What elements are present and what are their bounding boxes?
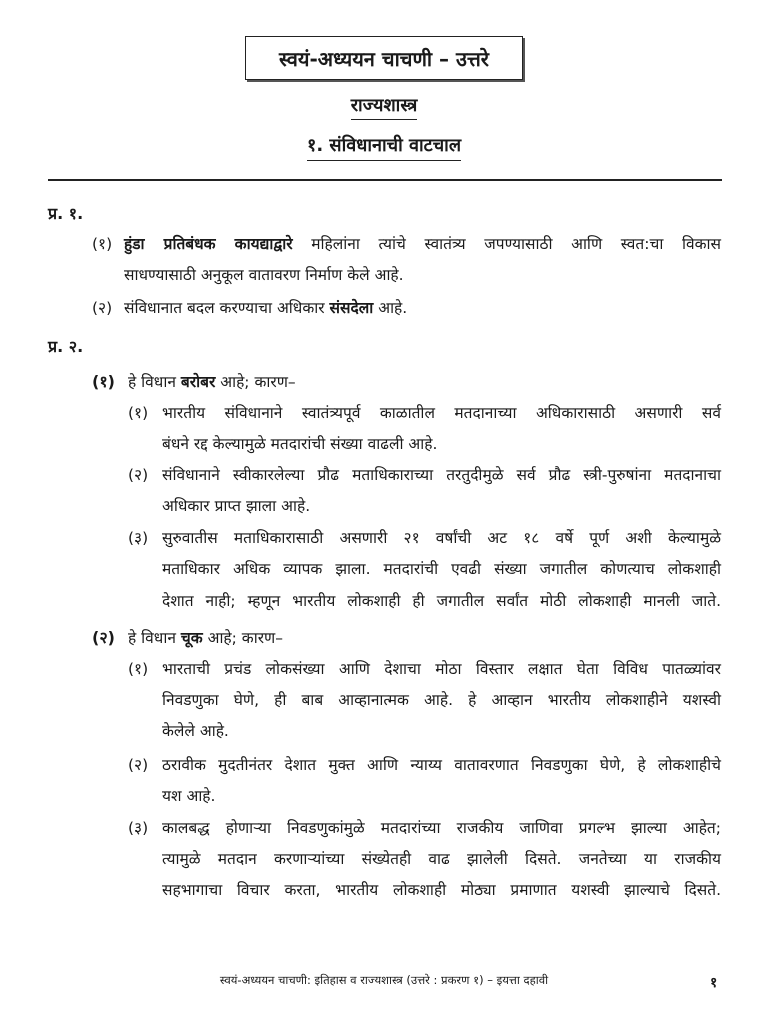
- q2-s2-reason-1-number: (१): [128, 660, 149, 678]
- divider: [48, 179, 722, 181]
- question-1-label: प्र. १.: [48, 204, 84, 223]
- q1-answer-2-number: (२): [92, 299, 113, 317]
- q2-statement-1: हे विधान बरोबर आहे; कारण–: [128, 373, 296, 391]
- q1-answer-1-keyword: हुंडा प्रतिबंधक कायद्याद्वारे: [124, 235, 293, 253]
- q2-s1-reason-2-number: (२): [128, 466, 149, 484]
- q2-statement-2-verdict: चूक: [180, 629, 203, 647]
- q2-s2-reason-1-line1: भारताची प्रचंड लोकसंख्या आणि देशाचा मोठा विस्तार लक्षात घेता विविध पातळ्यांवर: [162, 660, 721, 678]
- chapter-heading: १. संविधानाची वाटचाल: [0, 133, 768, 157]
- q2-s1-reason-1-number: (१): [128, 404, 149, 422]
- page-title-text: स्वयं-अध्ययन चाचणी – उत्तरे: [279, 46, 489, 71]
- q2-statement-2-number: (२): [92, 628, 115, 647]
- q2-s1-reason-2-line2: अधिकार प्राप्त झाला आहे.: [162, 497, 311, 515]
- page-number: १: [710, 975, 718, 991]
- q2-statement-1-verdict: बरोबर: [180, 373, 216, 391]
- q2-statement-2: हे विधान चूक आहे; कारण–: [128, 629, 284, 647]
- page-footer: स्वयं-अध्ययन चाचणी: इतिहास व राज्यशास्त्र (उत्तरे : प्रकरण १) – इयत्ता दहावी: [219, 973, 549, 987]
- subject-heading: राज्यशास्त्र: [0, 93, 768, 117]
- q1-answer-2-keyword: संसदेला: [329, 299, 374, 317]
- q2-s2-reason-3-line3: सहभागाचा विचार करता, भारतीय लोकशाही मोठ्या प्रमाणात यशस्वी झाल्याचे दिसते.: [162, 881, 721, 899]
- page-title: [245, 36, 523, 80]
- q2-s2-reason-1-line2: निवडणुका घेणे, ही बाब आव्हानात्मक आहे. हे आव्हान भारतीय लोकशाहीने यशस्वी: [162, 691, 721, 709]
- q2-s1-reason-1-line1: भारतीय संविधानाने स्वातंत्र्यपूर्व काळातील मतदानाच्या अधिकारासाठी असणारी सर्व: [162, 404, 721, 422]
- q2-s1-reason-3-line3: देशात नाही; म्हणून भारतीय लोकशाही ही जगातील सर्वांत मोठी लोकशाही मानली जाते.: [162, 592, 721, 610]
- q1-answer-1-line2: साधण्यासाठी अनुकूल वातावरण निर्माण केले आहे.: [124, 266, 404, 284]
- q2-s1-reason-3-line1: सुरुवातीस मताधिकारासाठी असणारी २१ वर्षांची अट १८ वर्षे पूर्ण अशी केल्यामुळे: [162, 529, 721, 547]
- q2-statement-1-number: (१): [92, 372, 115, 391]
- q1-answer-2: संविधानात बदल करण्याचा अधिकार संसदेला आहे.: [124, 299, 408, 317]
- q2-s1-reason-3-line2: मताधिकार अधिक व्यापक झाला. मतदारांची एवढी संख्या जगातील कोणत्याच लोकशाही: [162, 560, 721, 578]
- q2-s2-reason-2-line1: ठरावीक मुदतीनंतर देशात मुक्त आणि न्याय्य वातावरणात निवडणुका घेणे, हे लोकशाहीचे: [162, 756, 721, 774]
- q2-s2-reason-3-line1: कालबद्ध होणाऱ्या निवडणुकांमुळे मतदारांच्या राजकीय जाणिवा प्रगल्भ झाल्या आहेत;: [162, 819, 721, 837]
- q2-s2-reason-1-line3: केलेले आहे.: [162, 722, 229, 740]
- q2-s1-reason-3-number: (३): [128, 529, 149, 547]
- question-2-label: प्र. २.: [48, 337, 84, 356]
- q2-s2-reason-3-line2: त्यामुळे मतदान करणाऱ्यांच्या संख्येतही वाढ झालेली दिसते. जनतेच्या या राजकीय: [162, 850, 721, 868]
- q2-s1-reason-2-line1: संविधानाने स्वीकारलेल्या प्रौढ मताधिकाराच्या तरतुदीमुळे सर्व प्रौढ स्त्री-पुरुषांना मतदानाचा: [162, 466, 721, 484]
- q2-s2-reason-2-number: (२): [128, 756, 149, 774]
- q2-s2-reason-3-number: (३): [128, 819, 149, 837]
- q1-answer-1-line1: हुंडा प्रतिबंधक कायद्याद्वारे महिलांना त्यांचे स्वातंत्र्य जपण्यासाठी आणि स्वत:चा विकास: [124, 235, 721, 253]
- q1-answer-1-number: (१): [92, 235, 113, 253]
- q2-s1-reason-1-line2: बंधने रद्द केल्यामुळे मतदारांची संख्या वाढली आहे.: [162, 435, 438, 453]
- q2-s2-reason-2-line2: यश आहे.: [162, 787, 216, 805]
